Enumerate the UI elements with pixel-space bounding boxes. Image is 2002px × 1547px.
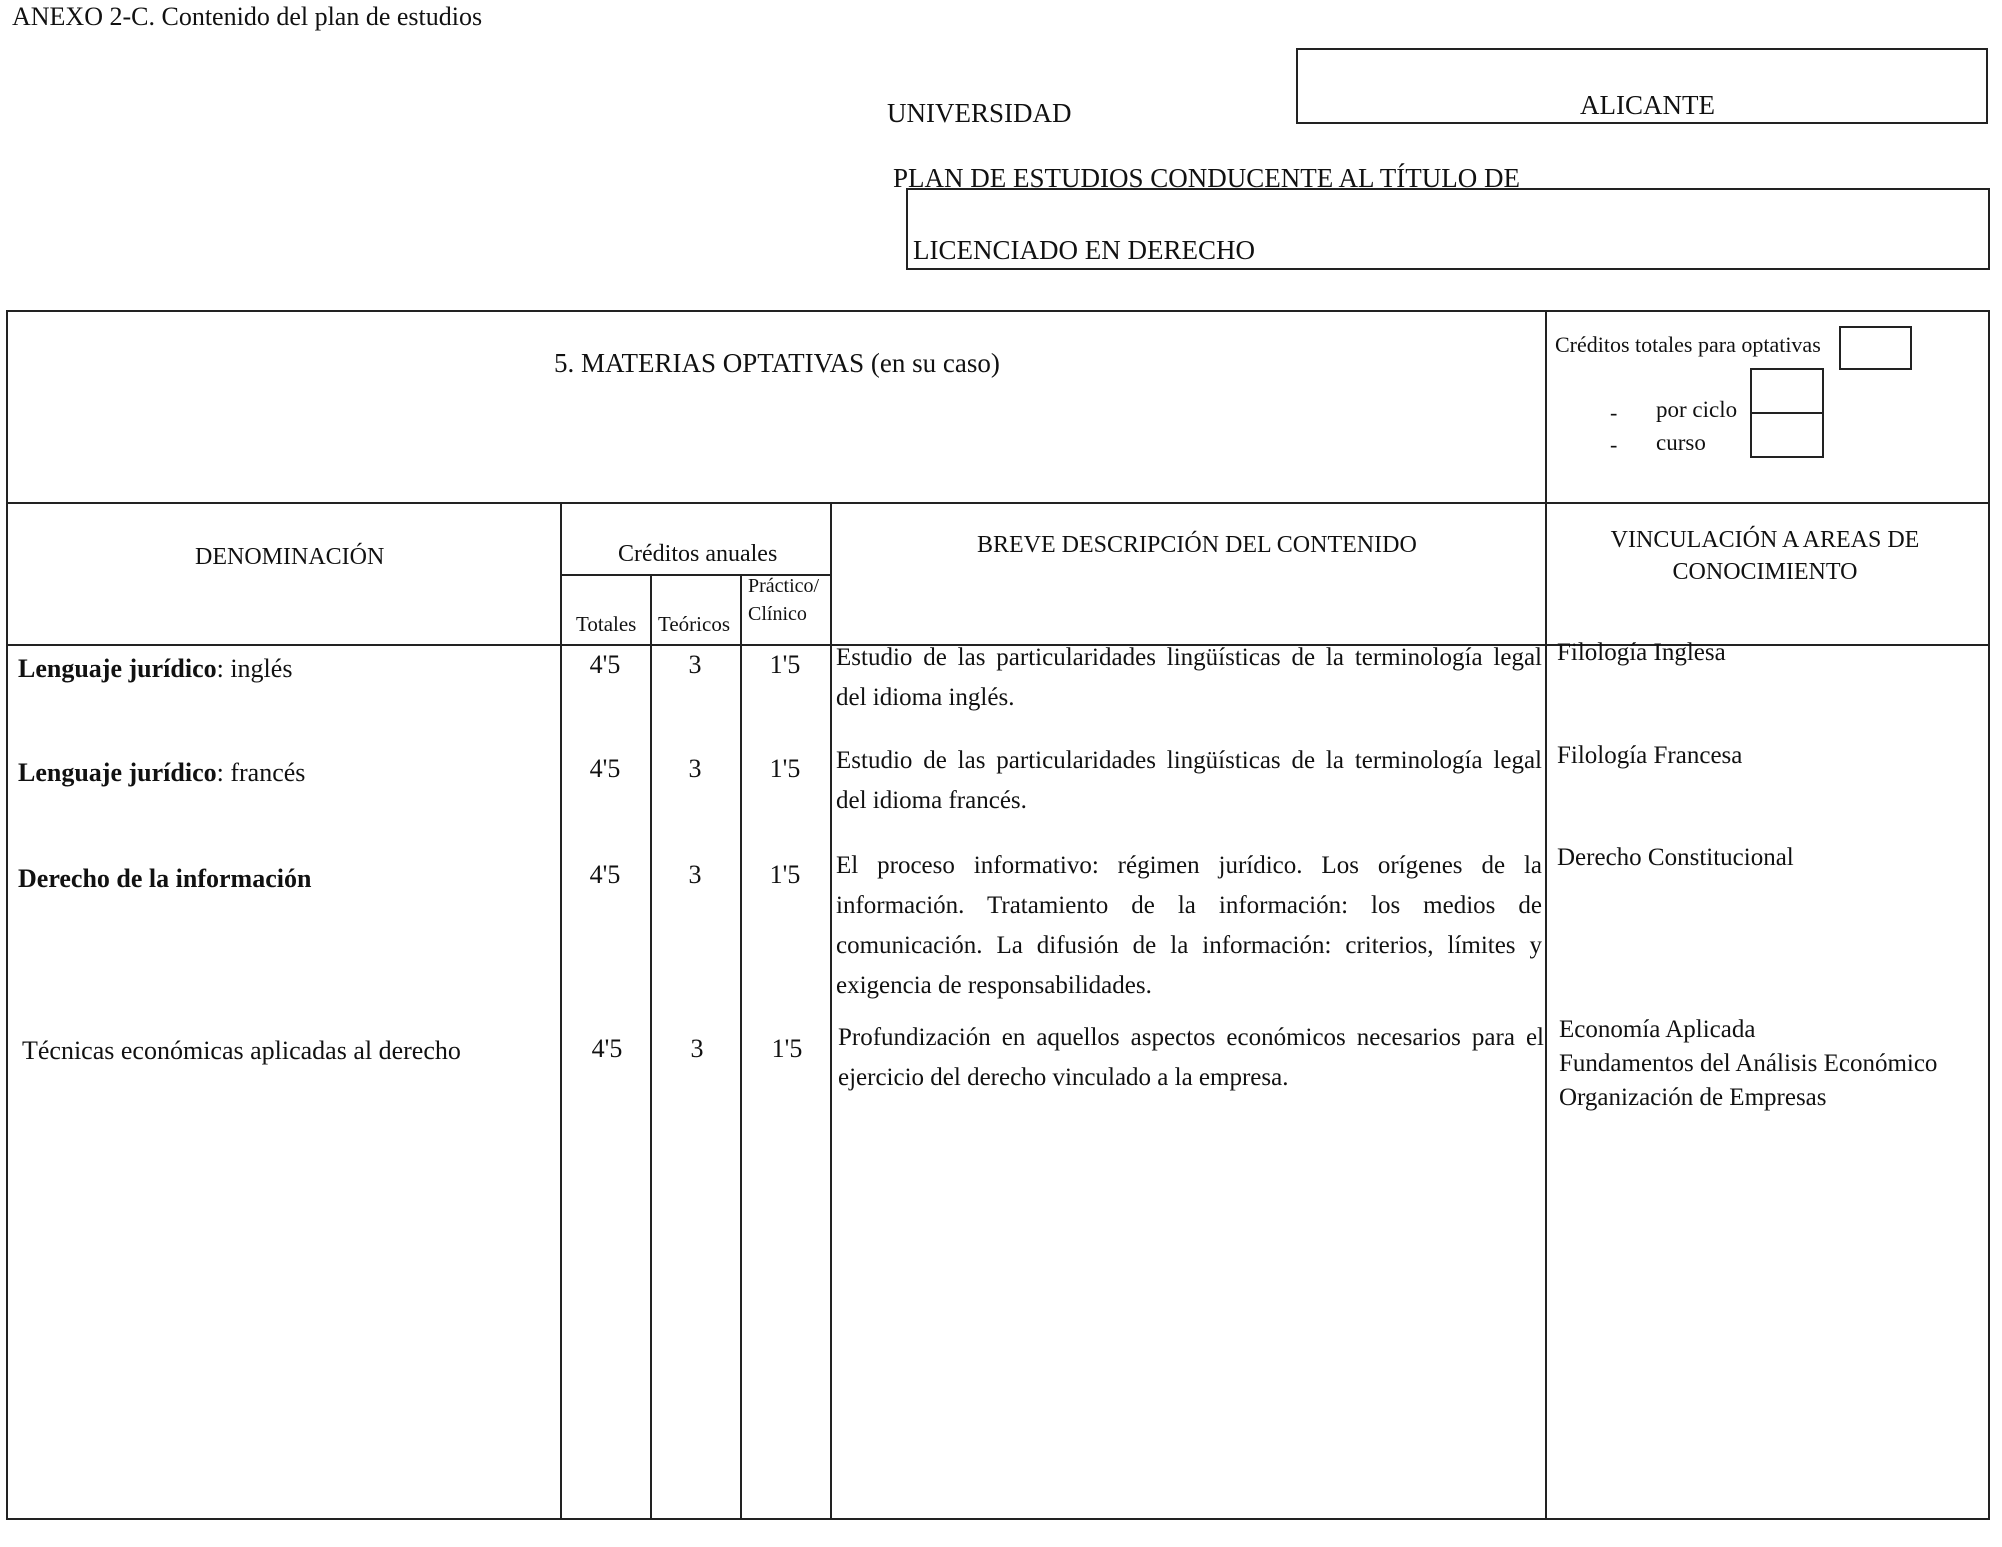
row-teoricos: 3 [688,754,702,783]
subject-name-rest: : francés [216,758,306,787]
row-description: Profundización en aquellos aspectos económicos necesarios para el ejercicio del derecho vinculado a la empresa. [838,1024,1544,1091]
row-area: Filología Francesa [1557,742,1743,769]
university-label: UNIVERSIDAD [887,98,1072,128]
row-practicos: 1'5 [769,754,801,783]
column-header-totales: Totales [576,612,637,636]
row-totales: 4'5 [591,1034,623,1063]
row-area: Derecho Constitucional [1557,844,1794,871]
section-header-divider [6,502,1990,504]
course-label: curso [1656,430,1706,455]
subject-name-bold: Lenguaje jurídico [18,758,217,787]
total-credits-label: Créditos totales para optativas [1555,332,1821,357]
row-teoricos: 3 [690,1034,704,1063]
row-description: El proceso informativo: régimen jurídico. Los orígenes de la información. Tratamiento de la información: los medios de comunicación. La difusión de la información: criterios, límites y exigencia de responsabilidades. [836,852,1542,999]
totales-column-divider [650,574,652,1520]
column-header-practico: Práctico/ [748,575,820,597]
course-box [1750,412,1824,458]
areas-column-divider [1545,310,1547,1520]
annex-title: ANEXO 2-C. Contenido del plan de estudios [12,2,483,31]
per-cycle-dash: - [1610,400,1618,425]
denomination-column-divider [560,502,562,1520]
course-dash: - [1610,432,1618,457]
row-area: Fundamentos del Análisis Económico [1559,1050,1938,1077]
column-header-descripcion: BREVE DESCRIPCIÓN DEL CONTENIDO [977,532,1417,558]
per-cycle-box [1750,368,1824,414]
row-practicos: 1'5 [769,650,801,679]
column-header-creditos-anuales: Créditos anuales [618,541,778,567]
column-header-vinculacion: VINCULACIÓN A AREAS DE CONOCIMIENTO [1610,527,1920,585]
subject-name [22,1038,461,1064]
subject-name [18,656,292,682]
row-area: Organización de Empresas [1559,1084,1827,1111]
row-totales: 4'5 [589,650,621,679]
row-description: Estudio de las particularidades lingüísticas de la terminología legal del idioma francés. [836,747,1542,814]
row-description: Estudio de las particularidades lingüísticas de la terminología legal del idioma inglés. [836,644,1542,711]
column-header-clinico: Clínico [748,603,807,625]
section-title: 5. MATERIAS OPTATIVAS (en su caso) [554,348,1000,378]
subject-name-bold: Derecho de la información [18,864,312,893]
row-totales: 4'5 [589,754,621,783]
plan-label: PLAN DE ESTUDIOS CONDUCENTE AL TÍTULO DE [893,163,1520,193]
subject-name [18,866,311,892]
row-area: Economía Aplicada [1559,1016,1756,1043]
row-teoricos: 3 [688,860,702,889]
total-credits-box [1839,326,1912,370]
row-totales: 4'5 [589,860,621,889]
column-header-teoricos: Teóricos [658,612,731,636]
subject-name-rest: : inglés [216,654,293,683]
row-area-list [1559,1013,1937,1115]
subject-name [18,760,305,786]
per-cycle-label: por ciclo [1656,397,1738,422]
subject-name-rest: Técnicas económicas aplicadas al derecho [22,1036,461,1065]
subject-name-bold: Lenguaje jurídico [18,654,217,683]
row-practicos: 1'5 [771,1034,803,1063]
row-practicos: 1'5 [769,860,801,889]
plan-value: LICENCIADO EN DERECHO [913,235,1255,265]
credits-column-divider [830,502,832,1520]
row-area: Filología Inglesa [1557,639,1726,666]
row-teoricos: 3 [688,650,702,679]
teoricos-column-divider [740,574,742,1520]
university-value: ALICANTE [1580,90,1715,120]
column-header-denominacion: DENOMINACIÓN [195,544,385,570]
